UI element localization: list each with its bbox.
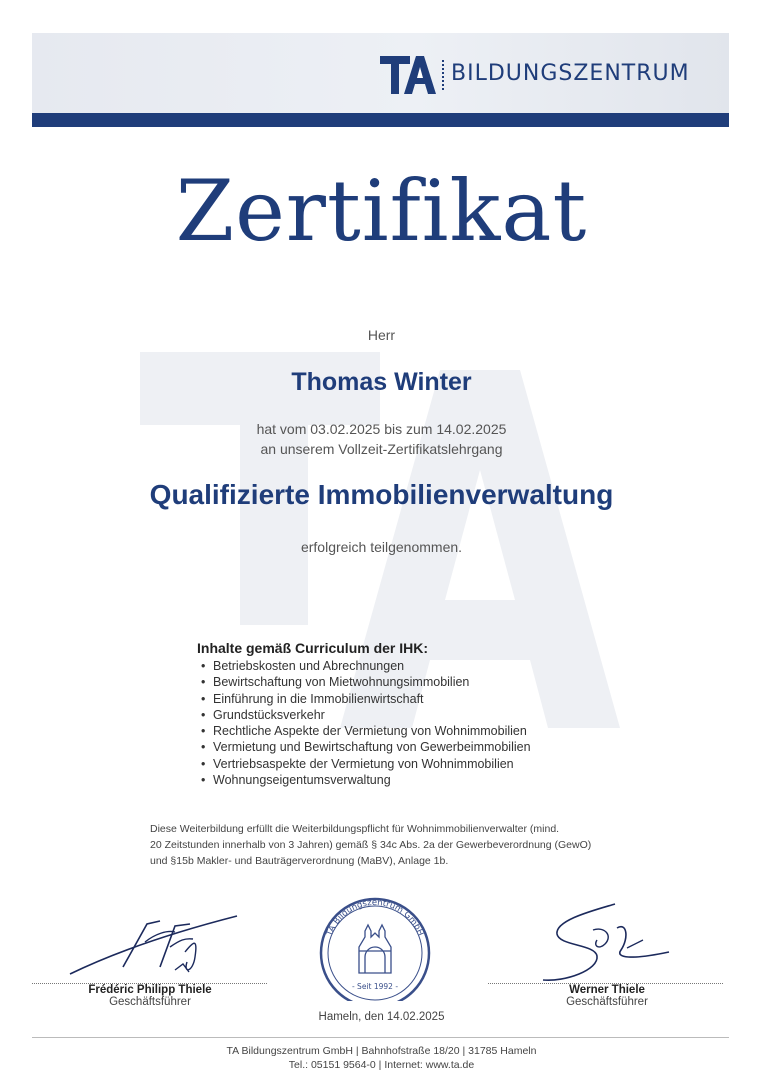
curriculum-list <box>197 658 617 788</box>
list-item: • Grundstücksverkehr <box>197 707 617 723</box>
curriculum-contents <box>197 640 617 788</box>
course-period: hat vom 03.02.2025 bis zum 14.02.2025 <box>256 421 507 437</box>
signer-right-role: Geschäftsführer <box>566 996 648 1008</box>
salutation: Herr <box>367 327 396 343</box>
list-item: • Einführung in die Immobilienwirtschaft <box>197 691 617 707</box>
list-item: • Bewirtschaftung von Mietwohnungsimmobilien <box>197 674 617 690</box>
signer-left <box>20 984 280 1008</box>
list-item: • Rechtliche Aspekte der Vermietung von Wohnimmobilien <box>197 723 617 739</box>
footer-contact: Tel.: 05151 9564-0 | Internet: www.ta.de <box>288 1059 475 1071</box>
recipient-name: Thomas Winter <box>291 368 472 396</box>
course-result: erfolgreich teilgenommen. <box>300 539 463 555</box>
place-date: Hameln, den 14.02.2025 <box>318 1011 445 1023</box>
curriculum-heading: Inhalte gemäß Curriculum der IHK: <box>197 640 429 656</box>
seal-text: TA Bildungszentrum GmbH <box>324 897 426 938</box>
course-name: Qualifizierte Immobilienverwaltung <box>149 479 614 510</box>
seal-year: - Seit 1992 - <box>351 982 399 991</box>
list-item: • Vertriebsaspekte der Vermietung von Wohnimmobilien <box>197 756 617 772</box>
legal-note-line: 20 Zeitstunden innerhalb von 3 Jahren) gemäß § 34c Abs. 2a der Gewerbeverordnung (GewO) <box>150 839 592 851</box>
legal-note <box>150 821 630 869</box>
footer-divider <box>32 1037 729 1038</box>
signature-right-icon <box>535 900 675 988</box>
certificate-title: Zertifikat <box>175 162 588 260</box>
company-seal-icon <box>313 895 437 1001</box>
legal-note-line: und §15b Makler- und Bauträgerverordnung (MaBV), Anlage 1b. <box>150 855 449 867</box>
list-item: • Vermietung und Bewirtschaftung von Gewerbeimmobilien <box>197 739 617 755</box>
footer-address: TA Bildungszentrum GmbH | Bahnhofstraße 18/20 | 31785 Hameln <box>226 1045 537 1057</box>
legal-note-line: Diese Weiterbildung erfüllt die Weiterbildungspflicht für Wohnimmobilienverwalter (mind. <box>150 823 560 835</box>
signer-right-name: Werner Thiele <box>569 984 645 996</box>
signer-right <box>477 984 737 1008</box>
list-item: • Betriebskosten und Abrechnungen <box>197 658 617 674</box>
course-type: an unserem Vollzeit-Zertifikatslehrgang <box>260 441 503 457</box>
signature-left-icon <box>65 912 245 982</box>
signer-left-role: Geschäftsführer <box>109 996 191 1008</box>
list-item: • Wohnungseigentumsverwaltung <box>197 772 617 788</box>
signer-left-name: Frédéric Philipp Thiele <box>88 984 212 996</box>
logo-text: BILDUNGSZENTRUM <box>451 61 690 86</box>
